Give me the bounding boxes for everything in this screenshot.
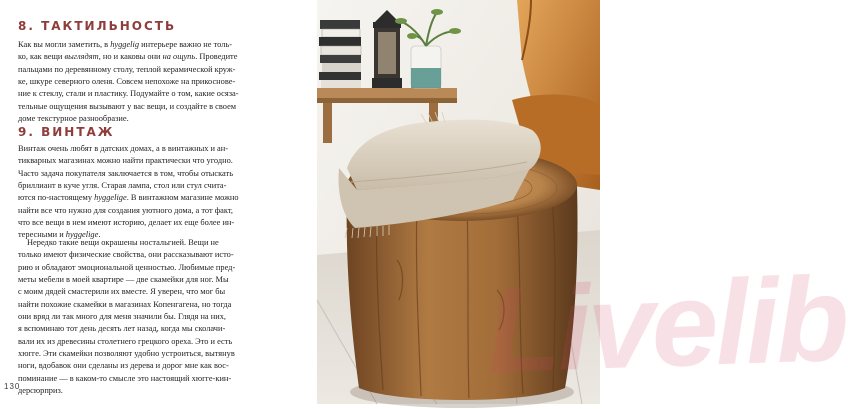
italic-term: hyggelige [65,230,99,240]
text-run: ноги, вдобавок они сделаны из дерева и дорог мне как вос- [18,361,229,371]
watermark: Livelib [484,251,848,399]
text-run: найти все что нужно для создания уютного дома, а тот факт, [18,205,233,215]
page-number: 130 [4,382,21,391]
text-line [18,299,310,311]
text-line [18,274,310,286]
text-line [18,192,310,204]
text-run: тересными и [18,230,66,240]
text-run: меты мебели в моей квартире — две скамейки для ног. Мы [18,275,229,285]
section-heading-vintage: 9. ВИНТАЖ [18,125,115,139]
text-run: ке, шкуре северного оленя. Совсем непохоже на прикоснове- [18,77,236,87]
text-run: вали их из древесины столетнего грецкого ореха. Это и есть [18,336,233,346]
text-line [18,180,310,192]
text-run: Нередко такие вещи окрашены ностальгией. Вещи не [27,238,219,247]
text-line [18,311,310,323]
text-line [18,249,310,261]
text-line [18,113,310,125]
section-9-paragraph-1 [18,143,310,242]
text-run: интерьере важно не толь- [139,40,233,49]
stacked-books [319,20,361,88]
italic-term: hyggelige [94,193,127,203]
text-line [18,51,310,63]
text-run: рию и обладают эмоциональной ценностью. Любимые пред- [18,262,236,272]
text-line [18,217,310,229]
text-line [18,323,310,335]
section-heading-tactility: 8. ТАКТИЛЬНОСТЬ [18,19,177,33]
text-run: , но и каковы они [98,52,163,62]
italic-term: на ощупь [162,52,196,62]
text-line [18,88,310,100]
photo-page [317,0,848,404]
text-line [18,262,310,274]
text-run: я вспоминаю тот день десять лет назад, когда мы сколачи- [18,324,226,334]
text-run: . [98,230,101,240]
text-run: Часто задача покупателя заключается в том, чтобы отыскать [18,168,234,178]
text-line [18,143,310,155]
text-run: что все вещи в нем имеют историю, делает их еще более ин- [18,218,235,228]
text-line [18,39,310,51]
text-run: с моим дядей смастерили их вместе. Я уверен, что мог бы [18,287,226,297]
text-line [18,286,310,298]
text-run: поминание — в каком-то смысле это настоящий хюгге-кин- [18,373,232,383]
text-run: дерсюрприз. [18,386,63,396]
text-run: тельные ощущения вызывают у вас вещи, и создайте в своем [18,101,237,111]
text-line [18,101,310,113]
text-run: ются по-настоящему [18,193,95,203]
text-run: они вряд ли так много для меня значили бы. Глядя на них, [18,312,226,322]
italic-term: hyggelig [110,40,140,49]
text-line [18,64,310,76]
text-run: ние к стеклу, стали и пластику. Подумайте о том, какие осяза- [18,89,239,99]
text-line [18,373,310,385]
text-run: Винтаж очень любят в датских домах, а в винтажных и ан- [18,144,229,153]
text-run: . Проведите [195,52,238,62]
text-run: только имеют физические свойства, они рассказывают исто- [18,250,234,260]
text-run: доме текстурное разнообразие. [18,114,129,124]
text-line [18,168,310,180]
text-line [18,336,310,348]
text-run: ко, как вещи [18,52,65,62]
italic-term: выглядят [64,52,99,62]
text-line [18,385,310,397]
text-run: найти похожие скамейки в магазинах Копенгагена, но тогда [18,299,232,309]
text-run: бриллиант в куче угля. Старая лампа, стол или стул считa- [18,181,227,191]
text-run: . В винтажном магазине можно [126,193,239,203]
left-page [0,0,317,404]
text-line [18,155,310,167]
text-line [18,205,310,217]
interior-photo [317,0,600,404]
section-9-paragraph-2 [18,237,310,397]
text-line [18,348,310,360]
text-run: хюгге. Эти скамейки позволяют удобно устроиться, вытянув [18,349,235,359]
section-8-text [18,39,310,125]
text-run: тикварных магазинах можно найти практически что угодно. [18,156,233,166]
text-line [18,360,310,372]
text-run: пальцами по деревянному столу, теплой керамической круж- [18,64,236,74]
text-line [18,76,310,88]
text-run: Как вы могли заметить, в [18,40,111,49]
text-line [18,237,310,249]
